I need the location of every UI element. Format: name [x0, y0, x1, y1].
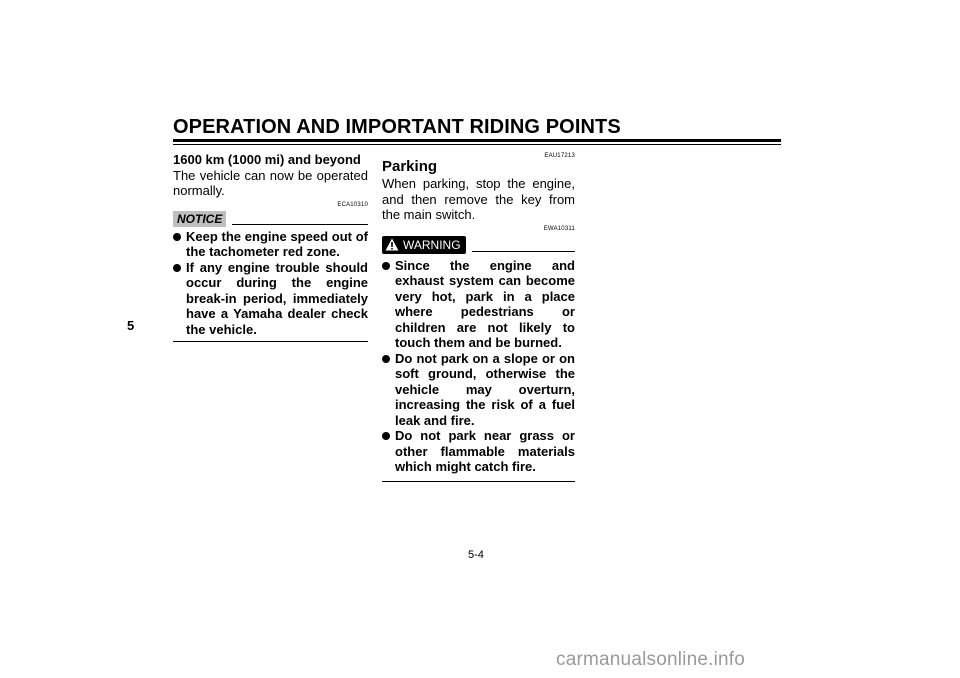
warning-box — [382, 225, 575, 482]
warning-end-rule — [382, 481, 575, 482]
list-item: Keep the engine speed out of the tachometer red zone. — [173, 229, 368, 260]
notice-badge: NOTICE — [173, 211, 226, 227]
page-header-title: OPERATION AND IMPORTANT RIDING POINTS — [173, 116, 621, 138]
left-column — [173, 152, 368, 342]
notice-list — [173, 229, 368, 338]
list-item: Since the engine and exhaust system can become very hot, park in a place where pedestrians or children are not likely to touch them and be burned. — [382, 258, 575, 351]
warning-badge — [382, 236, 466, 254]
bullet-icon — [173, 264, 181, 272]
list-item: If any engine trouble should occur during the engine break-in period, immediately have a Yamaha dealer check the vehicle. — [173, 260, 368, 338]
header-rule-thin — [173, 144, 781, 145]
warning-code: EWA10311 — [543, 225, 575, 232]
page-number: 5-4 — [468, 549, 484, 561]
watermark: carmanualsonline.info — [556, 649, 746, 670]
bullet-icon — [382, 355, 390, 363]
right-column — [382, 152, 575, 482]
notice-end-rule — [173, 341, 368, 342]
notice-rule — [232, 224, 368, 225]
warning-label: WARNING — [403, 237, 461, 252]
notice-header — [173, 211, 368, 227]
breakin-heading: 1600 km (1000 mi) and beyond — [173, 152, 361, 167]
parking-intro: When parking, stop the engine, and then remove the key from the main switch. — [382, 176, 575, 222]
warning-list — [382, 258, 575, 475]
notice-box — [173, 201, 368, 343]
bullet-icon — [382, 432, 390, 440]
notice-code: ECA10310 — [337, 201, 368, 208]
parking-code: EAU17213 — [544, 153, 575, 159]
list-item: Do not park near grass or other flammable materials which might catch fire. — [382, 428, 575, 475]
list-item: Do not park on a slope or on soft ground, otherwise the vehicle may overturn, increasing the risk of a fuel leak and fire. — [382, 351, 575, 429]
breakin-intro: The vehicle can now be operated normally. — [173, 167, 368, 198]
warning-rule — [472, 251, 575, 252]
bullet-icon — [382, 262, 390, 270]
bullet-icon — [173, 233, 181, 241]
header-rule — [173, 139, 781, 142]
parking-title: Parking — [382, 158, 438, 175]
warning-header — [382, 236, 575, 254]
chapter-tab: 5 — [127, 318, 135, 333]
warning-triangle-icon — [385, 238, 399, 251]
